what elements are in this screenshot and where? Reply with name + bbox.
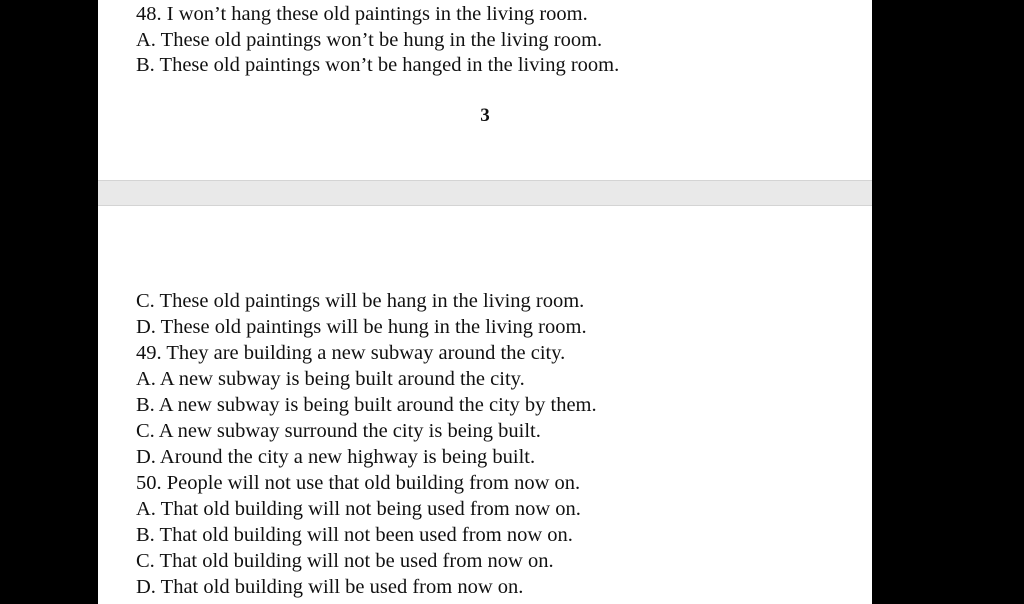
question-50-option-b: B. That old building will not been used from now on. xyxy=(136,524,573,546)
question-49-stem: 49. They are building a new subway around the city. xyxy=(136,342,566,364)
page-separator xyxy=(98,180,872,206)
page-number: 3 xyxy=(480,105,490,126)
question-50-option-a: A. That old building will not being used from now on. xyxy=(136,498,581,520)
document-page-top xyxy=(98,0,872,180)
question-50-option-c: C. That old building will not be used from now on. xyxy=(136,550,554,572)
question-48-option-b: B. These old paintings won’t be hanged in the living room. xyxy=(136,54,620,76)
question-49-option-c: C. A new subway surround the city is being built. xyxy=(136,420,541,442)
question-50-option-d: D. That old building will be used from now on. xyxy=(136,576,524,598)
document-page-bottom xyxy=(98,206,872,604)
question-48-option-d: D. These old paintings will be hung in the living room. xyxy=(136,316,587,338)
question-48-stem: 48. I won’t hang these old paintings in the living room. xyxy=(136,3,588,25)
question-48-option-c: C. These old paintings will be hang in the living room. xyxy=(136,290,585,312)
question-48-option-a: A. These old paintings won’t be hung in the living room. xyxy=(136,29,603,51)
question-49-option-b: B. A new subway is being built around the city by them. xyxy=(136,394,597,416)
question-49-option-d: D. Around the city a new highway is being built. xyxy=(136,446,536,468)
question-50-stem: 50. People will not use that old building from now on. xyxy=(136,472,581,494)
question-49-option-a: A. A new subway is being built around the city. xyxy=(136,368,525,390)
